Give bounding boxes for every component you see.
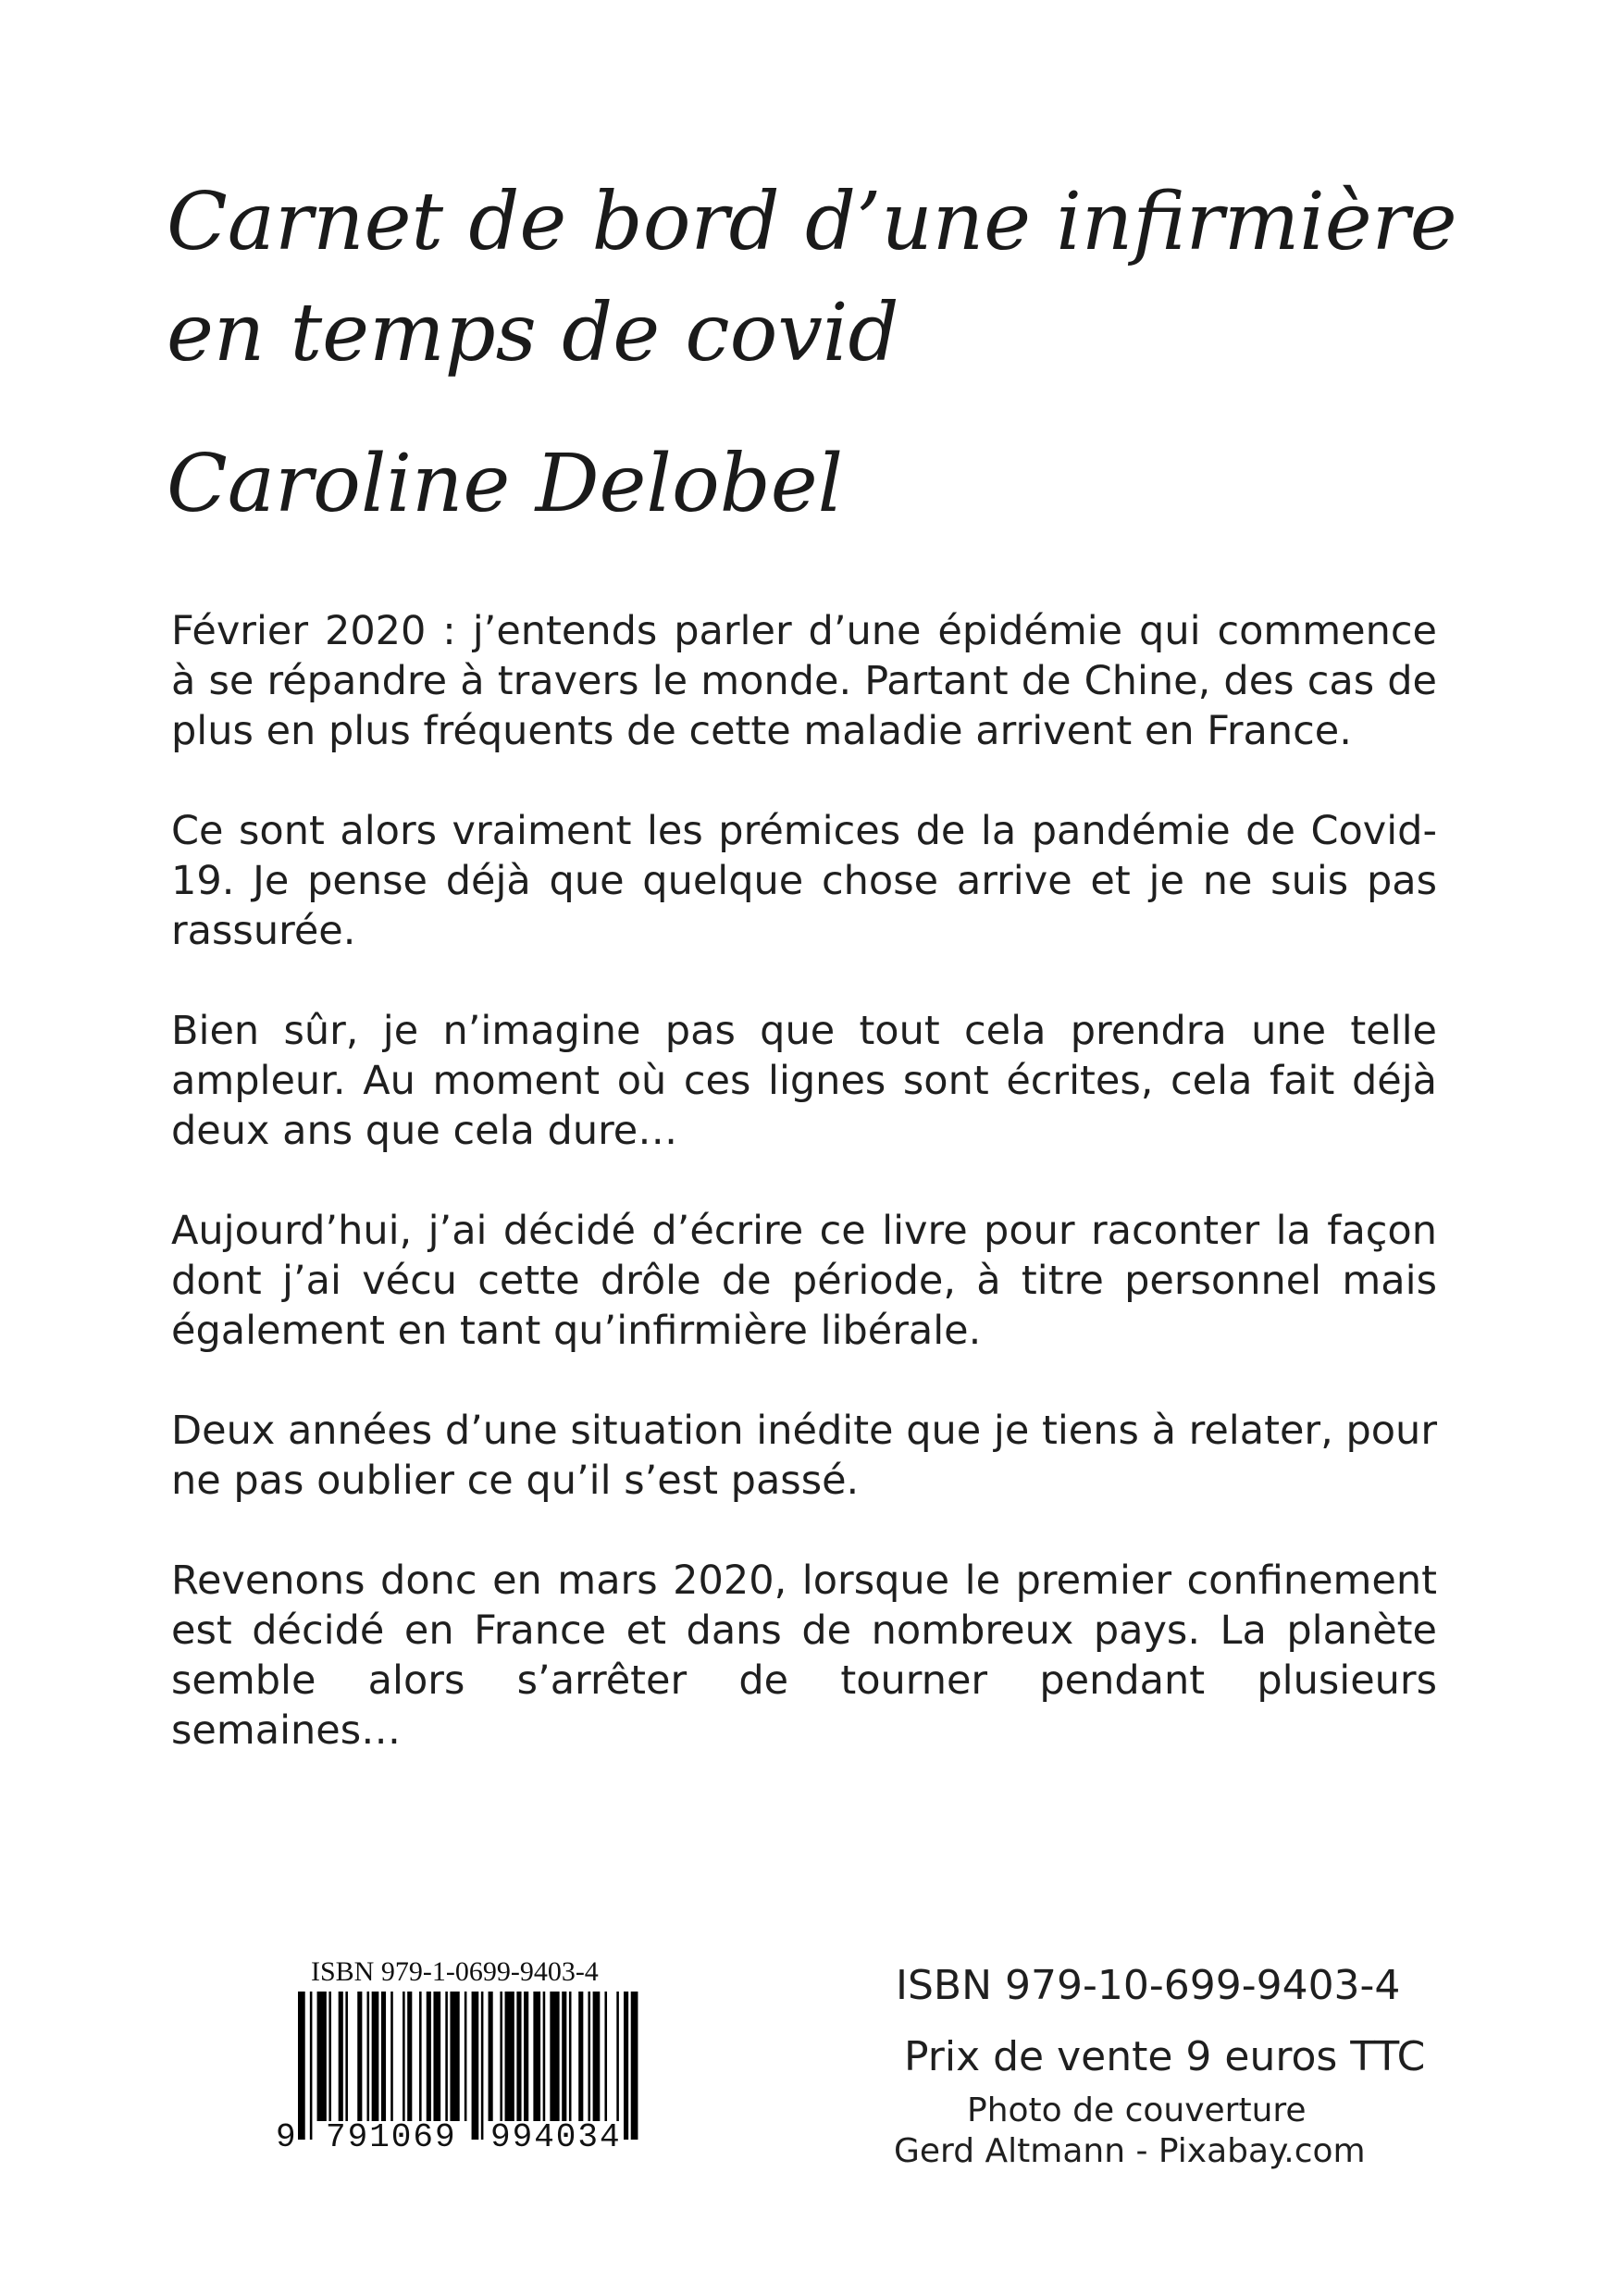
barcode-bar: [562, 1992, 566, 2121]
back-cover-blurb: [171, 606, 1437, 1806]
barcode-bar: [450, 1992, 459, 2121]
blurb-paragraph: Revenons donc en mars 2020, lorsque le premier confinement est décidé en France et dans de nombreux pays. La planète semble alors s’arrêter de tourner pendant plusieurs semaines…: [171, 1558, 1437, 1754]
photo-credit-source: Gerd Altmann - Pixabay.com: [894, 2132, 1366, 2170]
barcode-bar: [403, 1992, 405, 2121]
barcode-bar: [593, 1992, 601, 2121]
barcode-bar: [427, 1992, 431, 2121]
barcode-bar: [624, 1992, 628, 2140]
barcode-bar: [569, 1992, 572, 2121]
barcode-bar: [481, 1992, 484, 2140]
barcode-bar: [298, 1992, 305, 2140]
barcode-image: [298, 1992, 640, 2140]
barcode-bar: [500, 1992, 502, 2121]
book-title-line-1: Carnet de bord d’une infirmière: [167, 176, 1457, 268]
barcode-bar: [381, 1992, 386, 2121]
barcode-bar: [310, 1992, 313, 2140]
barcode-isbn-label: ISBN 979-1-0699-9403-4: [311, 1956, 599, 1987]
blurb-paragraph: Bien sûr, je n’imagine pas que tout cela prendra une telle ampleur. Au moment où ces lignes sont écrites, cela fait déjà deux ans que cela dure…: [171, 1008, 1437, 1154]
book-title-line-2: en temps de covid: [167, 287, 899, 379]
barcode-digit-group-1: 791069: [326, 2118, 457, 2156]
blurb-paragraph: Ce sont alors vraiment les prémices de la pandémie de Covid-19. Je pense déjà que quelque chose arrive et je ne suis pas rassurée.: [171, 808, 1437, 954]
barcode-bar: [631, 1992, 638, 2140]
barcode-bar: [489, 1992, 493, 2121]
photo-credit-label: Photo de couverture: [967, 2091, 1307, 2129]
barcode-bar: [317, 1992, 327, 2121]
barcode-bar: [604, 1992, 607, 2121]
isbn-text: ISBN 979-10-699-9403-4: [896, 1962, 1401, 2009]
barcode-bar: [328, 1992, 331, 2121]
sale-price: Prix de vente 9 euros TTC: [904, 2033, 1426, 2080]
blurb-paragraph: Deux années d’une situation inédite que je tiens à relater, pour ne pas oublier ce qu’il s’est passé.: [171, 1408, 1437, 1504]
book-title: [167, 167, 1457, 389]
barcode-bar: [339, 1992, 343, 2121]
barcode-bar: [407, 1992, 412, 2121]
barcode-digit-first: 9: [276, 2118, 296, 2156]
barcode-digit-group-2: 994034: [490, 2118, 622, 2156]
blurb-paragraph: Aujourd’hui, j’ai décidé d’écrire ce livre pour raconter la façon dont j’ai vécu cette drôle de période, à titre personnel mais également en tant qu’infirmière libérale.: [171, 1208, 1437, 1354]
barcode-bar: [390, 1992, 393, 2121]
author-name: Caroline Delobel: [167, 438, 844, 530]
barcode-bar: [616, 1992, 619, 2121]
barcode-bar: [372, 1992, 379, 2121]
barcode-bar: [588, 1992, 590, 2121]
barcode-bar: [505, 1992, 514, 2121]
barcode-bar: [472, 1992, 479, 2140]
barcode-bar: [445, 1992, 448, 2121]
barcode-bar: [419, 1992, 422, 2121]
barcode-bar: [367, 1992, 370, 2121]
barcode-bar: [550, 1992, 559, 2121]
barcode-bar: [524, 1992, 528, 2121]
barcode-bar: [533, 1992, 540, 2121]
barcode-bar: [357, 1992, 362, 2121]
barcode-bar: [465, 1992, 467, 2121]
barcode-bar: [516, 1992, 521, 2121]
barcode-bar: [543, 1992, 546, 2121]
barcode-bar: [433, 1992, 440, 2121]
barcode-digits: [0, 2119, 1623, 2164]
barcode-bar: [345, 1992, 348, 2121]
barcode-bar: [578, 1992, 583, 2121]
blurb-paragraph: Février 2020 : j’entends parler d’une épidémie qui commence à se répandre à travers le monde. Partant de Chine, des cas de plus en plus fréquents de cette maladie arrivent en France.: [171, 608, 1437, 754]
